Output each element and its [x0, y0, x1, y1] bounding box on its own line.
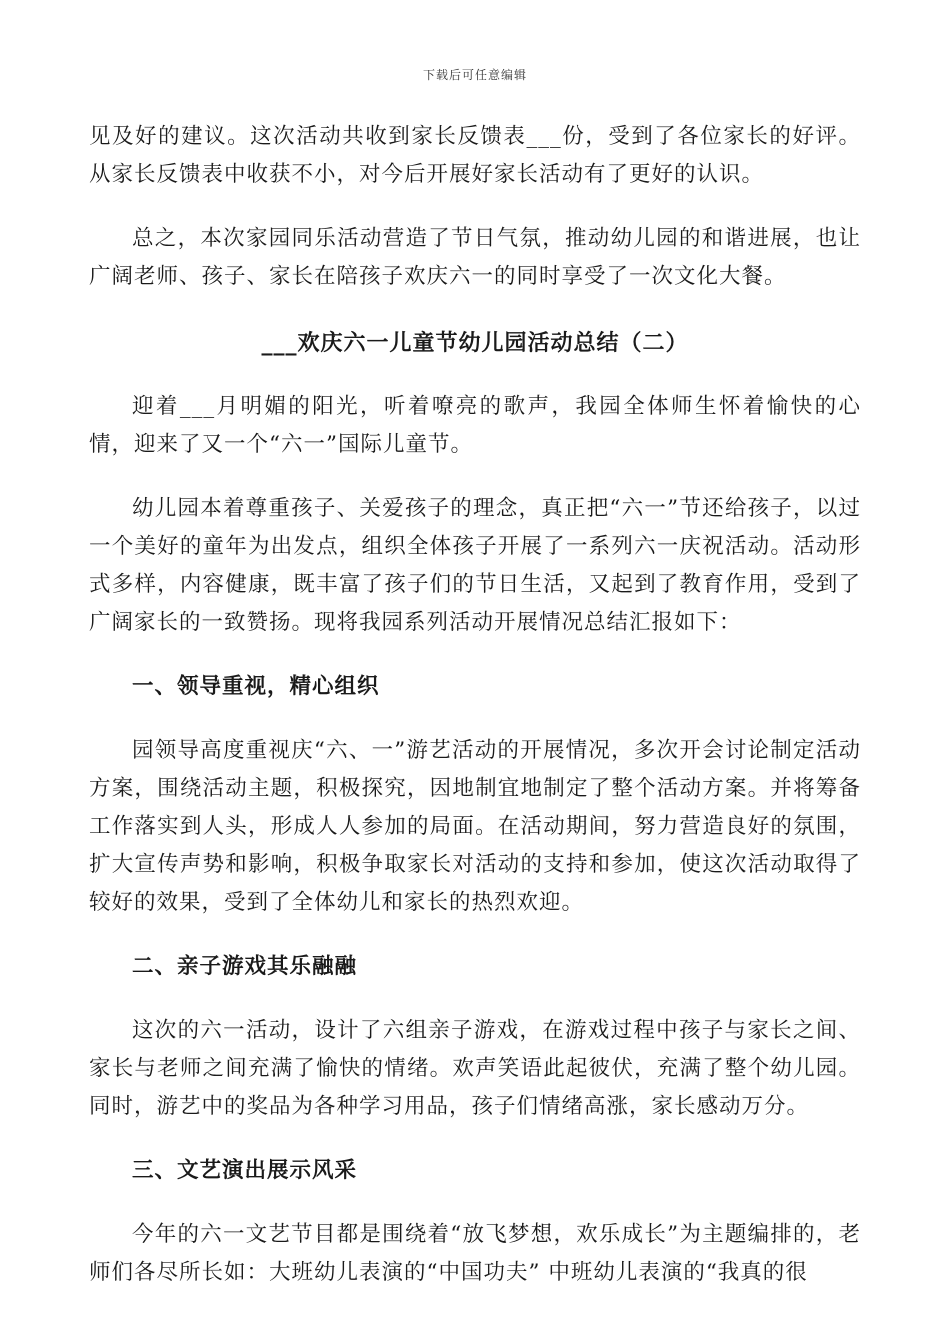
section-title: ___欢庆六一儿童节幼儿园活动总结（二） — [261, 330, 689, 356]
paragraph: 这次的六一活动，设计了六组亲子游戏，在游戏过程中孩子与家长之间、家长与老师之间充满了愉快的情绪。欢声笑语此起彼伏，充满了整个幼儿园。同时，游艺中的奖品为各种学习用品，孩子们情绪高涨，家长感动万分。 — [89, 1018, 861, 1119]
subsection-heading: 二、亲子游戏其乐融融 — [132, 954, 358, 979]
paragraph: 幼儿园本着尊重孩子、关爱孩子的理念，真正把“六一”节还给孩子，以过一个美好的童年为出发点，组织全体孩子开展了一系列六一庆祝活动。活动形式多样，内容健康，既丰富了孩子们的节日生活，又起到了教育作用，受到了广阔家长的一致赞扬。现将我园系列活动开展情况总结汇报如下： — [89, 496, 861, 635]
paragraph: 园领导高度重视庆“六、一”游艺活动的开展情况，多次开会讨论制定活动方案，围绕活动主题，积极探究，因地制宜地制定了整个活动方案。并将筹备工作落实到人头，形成人人参加的局面。在活动期间，努力营造良好的氛围，扩大宣传声势和影响，积极争取家长对活动的支持和参加，使这次活动取得了较好的效果，受到了全体幼儿和家长的热烈欢迎。 — [89, 738, 861, 915]
paragraph: 见及好的建议。这次活动共收到家长反馈表___份，受到了各位家长的好评。从家长反馈表中收获不小，对今后开展好家长活动有了更好的认识。 — [89, 124, 861, 187]
paragraph: 迎着___月明媚的阳光，听着嘹亮的歌声，我园全体师生怀着愉快的心情，迎来了又一个“六一”国际儿童节。 — [89, 394, 861, 457]
page-header-note: 下载后可任意编辑 — [422, 68, 527, 82]
paragraph: 今年的六一文艺节目都是围绕着“放飞梦想，欢乐成长”为主题编排的，老师们各尽所长如：大班幼儿表演的“中国功夫” 中班幼儿表演的“我真的很 — [89, 1222, 861, 1285]
paragraph: 总之，本次家园同乐活动营造了节日气氛，推动幼儿园的和谐进展，也让广阔老师、孩子、家长在陪孩子欢庆六一的同时享受了一次文化大餐。 — [89, 226, 861, 289]
subsection-heading: 三、文艺演出展示风采 — [132, 1158, 358, 1183]
document-body — [89, 118, 861, 1292]
subsection-heading: 一、领导重视，精心组织 — [132, 674, 380, 699]
